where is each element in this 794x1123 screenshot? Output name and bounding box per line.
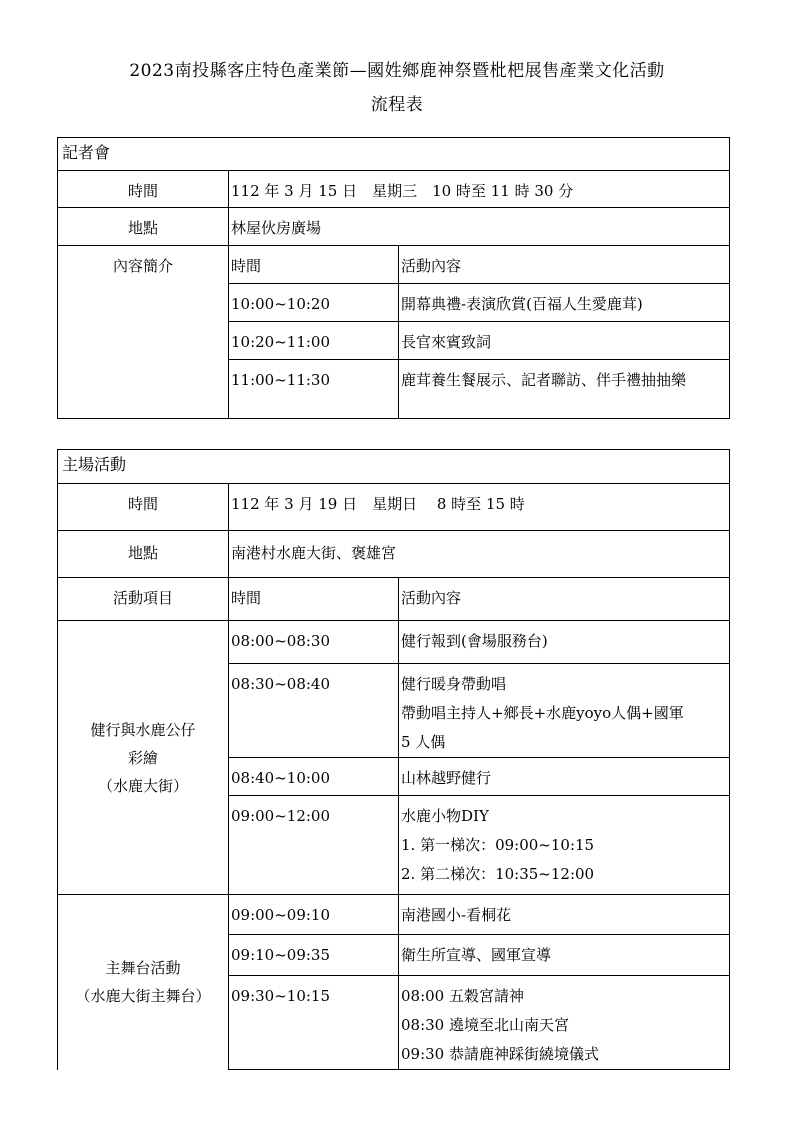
group-name-line: 健行與水鹿公仔	[90, 720, 196, 739]
press-location-value: 林屋伙房廣場	[229, 208, 730, 246]
main-time-label: 時間	[58, 484, 229, 531]
content-line: 2. 第二梯次：10:35~12:00	[401, 865, 595, 883]
group-name-line: 彩繪	[127, 748, 158, 767]
schedule-content	[399, 935, 730, 976]
main-col-time-header: 時間	[229, 578, 399, 621]
main-col-content-header: 活動內容	[399, 578, 730, 621]
content-line: 健行暖身帶動唱	[401, 675, 507, 693]
schedule-time: 08:40~10:00	[229, 758, 399, 796]
schedule-time: 09:00~12:00	[229, 796, 399, 895]
content-line: 5 人偶	[401, 733, 446, 751]
press-conference-section-label: 記者會	[58, 138, 730, 171]
table-row	[58, 895, 730, 935]
schedule-content: 開幕典禮-表演欣賞(百福人生愛鹿茸)	[399, 284, 730, 322]
group-walk-painting-name	[58, 621, 229, 895]
schedule-content	[399, 895, 730, 935]
content-line: 帶動唱主持人+鄉長+水鹿yoyo人偶+國軍	[401, 704, 684, 722]
schedule-content: 鹿茸養生餐展示、記者聯訪、伴手禮抽抽樂	[399, 360, 730, 419]
document-title-line1: 2023南投縣客庄特色產業節—國姓鄉鹿神祭暨枇杷展售產業文化活動	[129, 61, 665, 81]
press-location-label: 地點	[58, 208, 229, 246]
schedule-time: 09:30~10:15	[229, 976, 399, 1070]
content-line: 衛生所宣導、國軍宣導	[401, 946, 552, 964]
schedule-time: 11:00~11:30	[229, 360, 399, 419]
schedule-content	[399, 976, 730, 1070]
group-name-line: 主舞台活動	[105, 959, 181, 978]
content-line: 08:30 遶境至北山南天宮	[401, 1016, 569, 1034]
press-content-label: 內容簡介	[58, 246, 229, 419]
schedule-time: 08:00~08:30	[229, 621, 399, 664]
content-line: 1. 第一梯次：09:00~10:15	[401, 836, 595, 854]
schedule-time: 10:00~10:20	[229, 284, 399, 322]
press-time-label: 時間	[58, 171, 229, 208]
press-col-time-header: 時間	[229, 246, 399, 284]
group-name-line: （水鹿大街）	[97, 776, 188, 795]
content-line: 08:00 五穀宮請神	[401, 987, 524, 1005]
main-location-value: 南港村水鹿大街、褒雄宮	[229, 531, 730, 578]
content-line: 山林越野健行	[401, 769, 492, 787]
content-line: 健行報到(會場服務台)	[401, 632, 548, 650]
press-col-content-header: 活動內容	[399, 246, 730, 284]
main-location-label: 地點	[58, 531, 229, 578]
schedule-content	[399, 796, 730, 895]
schedule-content: 長官來賓致詞	[399, 322, 730, 360]
schedule-content	[399, 664, 730, 758]
schedule-content	[399, 621, 730, 664]
main-time-value: 112 年 3 月 19 日 星期日 8 時至 15 時	[229, 484, 730, 531]
main-items-label: 活動項目	[58, 578, 229, 621]
group-name-line: （水鹿大街主舞台）	[75, 987, 211, 1006]
schedule-time: 09:10~09:35	[229, 935, 399, 976]
content-line: 南港國小-看桐花	[401, 906, 512, 924]
main-event-table	[57, 449, 730, 1070]
table-row	[58, 621, 730, 664]
press-time-value: 112 年 3 月 15 日 星期三 10 時至 11 時 30 分	[229, 171, 730, 208]
main-event-section-label: 主場活動	[58, 450, 730, 484]
schedule-time: 10:20~11:00	[229, 322, 399, 360]
schedule-time: 08:30~08:40	[229, 664, 399, 758]
schedule-time: 09:00~09:10	[229, 895, 399, 935]
content-line: 09:30 恭請鹿神踩街繞境儀式	[401, 1045, 599, 1063]
schedule-content	[399, 758, 730, 796]
group-main-stage-name	[58, 895, 229, 1070]
content-line: 水鹿小物DIY	[401, 807, 489, 825]
press-conference-table	[57, 137, 730, 419]
document-title-line2: 流程表	[370, 95, 424, 115]
